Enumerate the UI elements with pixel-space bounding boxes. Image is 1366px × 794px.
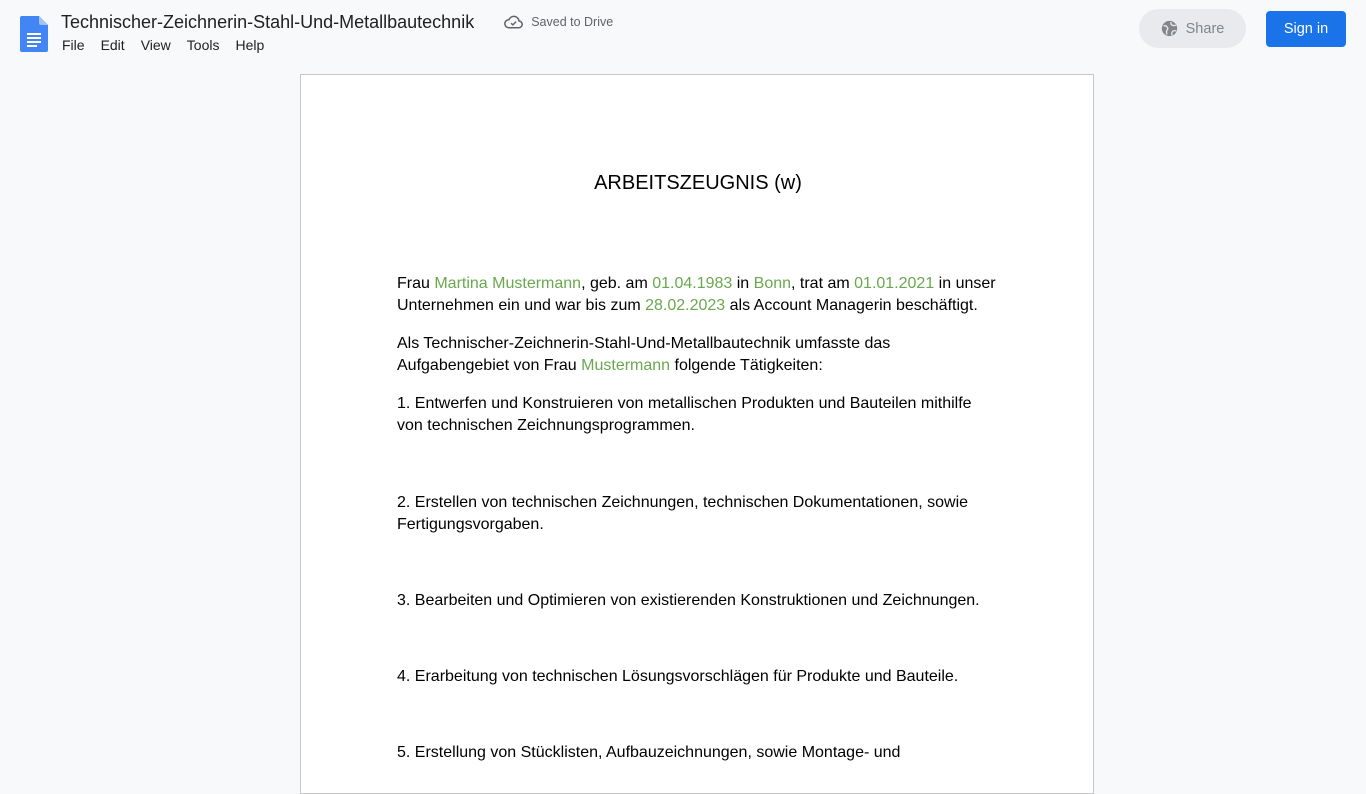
menu-tools[interactable]: Tools	[186, 37, 220, 53]
google-docs-icon[interactable]	[20, 16, 48, 52]
share-label: Share	[1185, 20, 1225, 37]
p1-text-5: in unser Unternehmen ein und war bis zum	[397, 275, 996, 314]
menu-edit[interactable]: Edit	[100, 37, 125, 53]
menu-help[interactable]: Help	[235, 37, 265, 53]
start-date: 01.01.2021	[854, 275, 935, 292]
document-heading: ARBEITSZEUGNIS (w)	[594, 172, 802, 194]
p2-text-2: folgende Tätigkeiten:	[670, 357, 823, 374]
menu-bar	[54, 36, 272, 54]
end-date: 28.02.2023	[645, 297, 726, 314]
p1-text-3: in	[732, 275, 754, 292]
birth-place: Bonn	[753, 275, 792, 292]
document-title[interactable]: Technischer-Zeichnerin-Stahl-Und-Metallbautechnik	[61, 11, 475, 32]
p1-text-1: Frau	[397, 275, 435, 292]
title-row	[61, 10, 613, 34]
employee-surname: Mustermann	[581, 357, 671, 374]
saved-status[interactable]	[504, 15, 613, 29]
task-item-2: 2. Erstellen von technischen Zeichnungen, technischen Dokumentationen, sowie Fertigungsvorgaben.	[397, 494, 969, 533]
task-item-3: 3. Bearbeiten und Optimieren von existierenden Konstruktionen und Zeichnungen.	[397, 592, 980, 609]
p2-text-1: Als Technischer-Zeichnerin-Stahl-Und-Metallbautechnik umfasste das Aufgabengebiet von Frau	[397, 335, 891, 374]
saved-status-label: Saved to Drive	[531, 15, 614, 29]
employee-name: Martina Mustermann	[434, 275, 582, 292]
paragraph-intro	[397, 273, 1007, 317]
menu-file[interactable]: File	[62, 37, 85, 53]
share-button[interactable]	[1139, 9, 1246, 48]
birth-date: 01.04.1983	[652, 275, 733, 292]
task-item-5: 5. Erstellung von Stücklisten, Aufbauzeichnungen, sowie Montage- und	[397, 744, 901, 761]
menu-view[interactable]: View	[140, 37, 171, 53]
p1-text-2: , geb. am	[581, 275, 653, 292]
cloud-done-icon	[504, 15, 523, 29]
paragraph-tasks-intro	[397, 333, 917, 377]
top-bar	[0, 0, 1366, 64]
p1-text-6: als Account Managerin beschäftigt.	[725, 297, 978, 314]
globe-icon	[1161, 20, 1178, 37]
p1-text-4: , trat am	[791, 275, 855, 292]
sign-in-button[interactable]: Sign in	[1266, 11, 1346, 47]
task-item-4: 4. Erarbeitung von technischen Lösungsvorschlägen für Produkte und Bauteile.	[397, 668, 959, 685]
task-item-1: 1. Entwerfen und Konstruieren von metallischen Produkten und Bauteilen mithilfe von technischen Zeichnungsprogrammen.	[397, 395, 972, 434]
document-page[interactable]	[300, 74, 1094, 794]
